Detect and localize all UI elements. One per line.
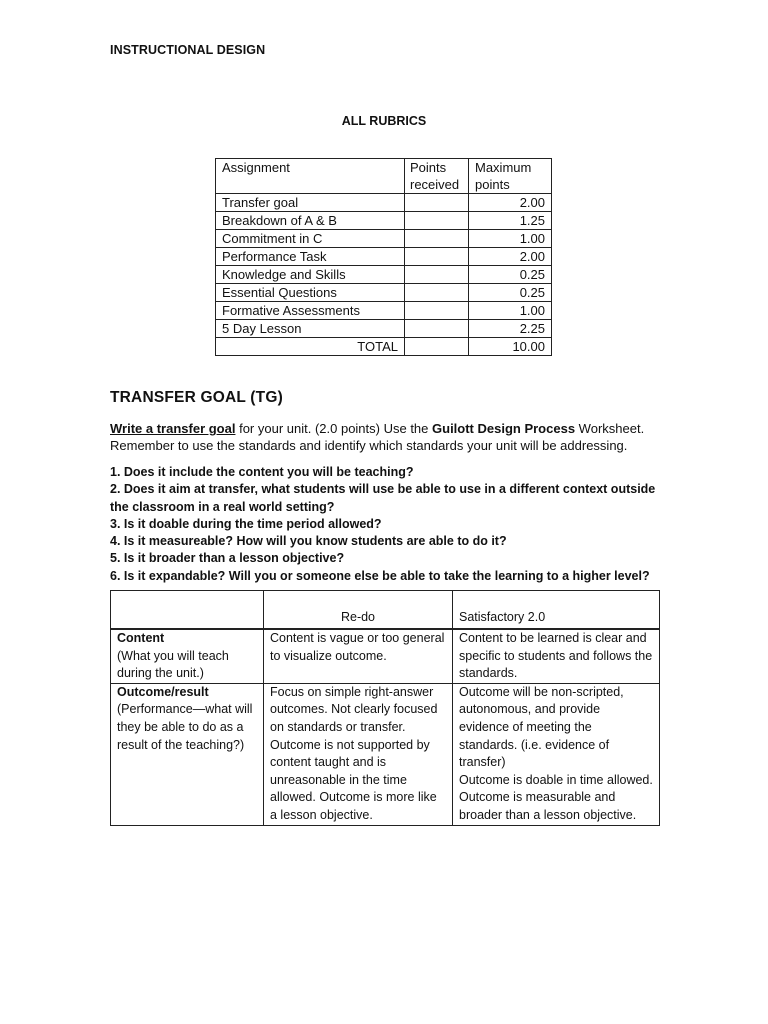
transfer-goal-questions: [110, 464, 670, 585]
list-item: 2. Does it aim at transfer, what students will use be able to use in a different context outside the classroom in a real world setting?: [110, 482, 656, 514]
rubric-header-empty: [111, 591, 264, 630]
assignment-cell: Knowledge and Skills: [216, 266, 405, 284]
rubrics-title: ALL RUBRICS: [341, 114, 427, 128]
transfer-goal-heading: TRANSFER GOAL (TG): [110, 389, 283, 406]
max-cell: 0.25: [469, 284, 552, 302]
table-row: [216, 284, 552, 302]
list-item: 3. Is it doable during the time period allowed?: [110, 516, 382, 531]
table-row: [216, 194, 552, 212]
intro-text-part2: Worksheet.: [575, 421, 645, 436]
redo-text: Focus on simple right-answer outcomes. Not clearly focused on standards or transfer.: [270, 684, 438, 734]
intro-text-line2: Remember to use the standards and identify which standards your unit will be addressing.: [110, 438, 628, 453]
points-cell: [405, 194, 469, 212]
assignment-cell: Commitment in C: [216, 230, 405, 248]
satisfactory-cell: [453, 629, 660, 683]
max-cell: 2.25: [469, 320, 552, 338]
points-cell: [405, 248, 469, 266]
redo-text-2: Outcome is not supported by content taught and is unreasonable in the time allowed. Outcome is more like a lesson objective.: [270, 737, 437, 822]
points-cell: [405, 320, 469, 338]
max-cell: 2.00: [469, 248, 552, 266]
points-cell: [405, 212, 469, 230]
max-cell: 1.00: [469, 230, 552, 248]
assignment-cell: 5 Day Lesson: [216, 320, 405, 338]
table-row: [216, 266, 552, 284]
header-points-received: Points received: [405, 159, 469, 194]
redo-text: Content is vague or too general to visualize outcome.: [270, 631, 445, 663]
rubric-header-row: [111, 591, 660, 630]
criterion-subtitle: (Performance—what will they be able to do as a result of the teaching?): [117, 702, 253, 752]
total-row: [216, 338, 552, 356]
write-transfer-goal-text: Write a transfer goal: [110, 421, 236, 436]
satisfactory-text-2: Outcome is doable in time allowed. Outcome is measurable and broader than a lesson objective.: [459, 772, 653, 822]
transfer-goal-rubric-table: [110, 590, 660, 826]
criterion-title: Outcome/result: [117, 684, 209, 699]
assignment-cell: Essential Questions: [216, 284, 405, 302]
max-cell: 0.25: [469, 266, 552, 284]
total-points: [405, 338, 469, 356]
document-header: INSTRUCTIONAL DESIGN: [110, 43, 266, 57]
redo-cell: [264, 629, 453, 683]
assignment-cell: Formative Assessments: [216, 302, 405, 320]
table-row: [216, 212, 552, 230]
list-item: 5. Is it broader than a lesson objective?: [110, 551, 345, 566]
summary-header-row: [216, 159, 552, 194]
assignment-cell: Performance Task: [216, 248, 405, 266]
table-row: [216, 302, 552, 320]
assignment-cell: Transfer goal: [216, 194, 405, 212]
header-assignment: Assignment: [216, 159, 405, 194]
rubric-header-satisfactory: Satisfactory 2.0: [453, 591, 660, 630]
criterion-title: Content: [117, 631, 165, 645]
points-cell: [405, 230, 469, 248]
points-summary-table: [215, 158, 552, 356]
satisfactory-text: Outcome will be non-scripted, autonomous, and provide evidence of meeting the standards. (i.e. evidence of transfer): [459, 684, 624, 770]
transfer-goal-intro: [110, 420, 670, 454]
assignment-cell: Breakdown of A & B: [216, 212, 405, 230]
points-cell: [405, 266, 469, 284]
redo-cell: [264, 683, 453, 825]
list-item: 6. Is it expandable? Will you or someone else be able to take the learning to a higher level?: [110, 568, 650, 583]
max-cell: 1.00: [469, 302, 552, 320]
max-cell: 1.25: [469, 212, 552, 230]
header-maximum-points: Maximum points: [469, 159, 552, 194]
max-cell: 2.00: [469, 194, 552, 212]
rubric-row-outcome: [111, 683, 660, 825]
guilott-design-process-text: Guilott Design Process: [432, 421, 576, 436]
criterion-cell: [111, 683, 264, 825]
intro-text-part1: for your unit. (2.0 points) Use the: [235, 421, 433, 436]
table-row: [216, 230, 552, 248]
total-label: TOTAL: [216, 338, 405, 356]
total-max: 10.00: [469, 338, 552, 356]
list-item: 1. Does it include the content you will be teaching?: [110, 465, 414, 479]
rubric-row-content: [111, 629, 660, 683]
criterion-subtitle: (What you will teach during the unit.): [117, 648, 229, 681]
table-row: [216, 248, 552, 266]
satisfactory-text: Content to be learned is clear and specific to students and follows the standards.: [459, 631, 653, 681]
table-row: [216, 320, 552, 338]
points-cell: [405, 284, 469, 302]
list-item: 4. Is it measureable? How will you know students are able to do it?: [110, 534, 507, 549]
points-cell: [405, 302, 469, 320]
criterion-cell: [111, 629, 264, 683]
rubric-header-redo: Re-do: [264, 591, 453, 630]
satisfactory-cell: [453, 683, 660, 825]
